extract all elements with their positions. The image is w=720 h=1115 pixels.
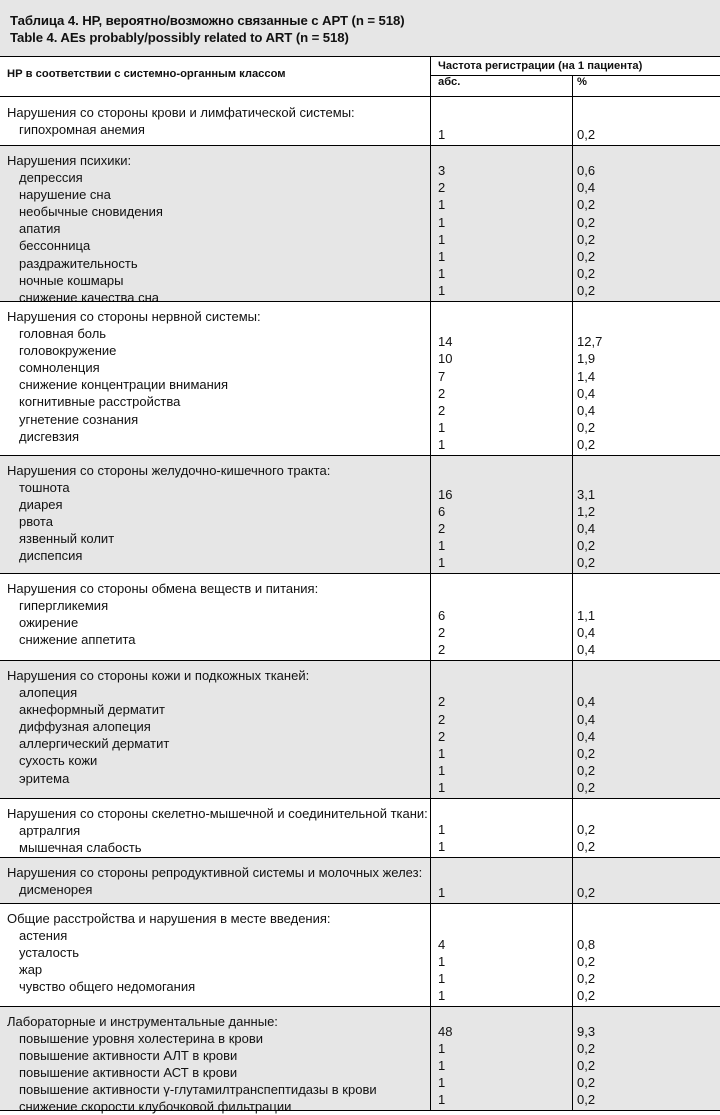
row-percent: 0,2 <box>577 1074 596 1090</box>
row-name: снижение концентрации внимания <box>19 377 229 393</box>
row-percent: 0,4 <box>577 385 596 401</box>
row-abs: 1 <box>438 987 446 1003</box>
row-abs: 48 <box>438 1023 453 1039</box>
table-group <box>0 573 720 660</box>
row-name: гипергликемия <box>19 598 109 613</box>
row-percent: 0,2 <box>577 248 596 264</box>
row-abs: 2 <box>438 402 446 418</box>
table-header <box>0 56 720 96</box>
row-name: усталость <box>19 945 80 961</box>
header-percent: % <box>577 76 587 88</box>
row-name: гипохромная анемия <box>19 122 145 137</box>
row-percent: 0,2 <box>577 214 596 230</box>
row-percent: 0,4 <box>577 711 596 727</box>
row-name: диспепсия <box>19 548 83 564</box>
row-percent: 0,4 <box>577 624 596 640</box>
row-percent: 12,7 <box>577 334 603 350</box>
row-percent: 0,4 <box>577 180 596 196</box>
row-name: ожирение <box>19 615 79 631</box>
table-group <box>0 145 720 305</box>
row-abs: 1 <box>438 821 446 837</box>
table-group <box>0 301 720 455</box>
row-name: повышение активности АСТ в крови <box>19 1065 238 1081</box>
table-group <box>0 798 720 857</box>
row-percent: 1,1 <box>577 607 596 623</box>
row-percent: 9,3 <box>577 1023 596 1039</box>
row-name: снижение аппетита <box>19 632 136 648</box>
row-abs: 2 <box>438 385 446 401</box>
group-title: Лабораторные и инструментальные данные: <box>7 1014 278 1029</box>
row-abs: 10 <box>438 351 453 367</box>
row-name: дисгевзия <box>19 428 80 444</box>
row-abs: 1 <box>438 231 446 247</box>
row-name: сомноленция <box>19 360 100 376</box>
row-percent: 0,4 <box>577 520 596 536</box>
row-abs: 7 <box>438 368 446 384</box>
row-percent: 0,4 <box>577 694 596 710</box>
row-abs: 1 <box>438 885 446 900</box>
vertical-rule <box>430 56 431 1110</box>
row-abs: 1 <box>438 248 446 264</box>
group-title: Нарушения психики: <box>7 153 132 168</box>
row-percent: 0,2 <box>577 1040 596 1056</box>
row-name: аллергический дерматит <box>19 736 170 752</box>
horizontal-rule <box>0 573 720 574</box>
row-percent: 0,2 <box>577 821 596 837</box>
horizontal-rule <box>0 857 720 858</box>
row-name: тошнота <box>19 480 70 495</box>
row-name: угнетение сознания <box>19 411 139 427</box>
row-name: алопеция <box>19 685 78 700</box>
row-percent: 0,2 <box>577 282 596 298</box>
vertical-rule <box>572 75 573 1110</box>
row-percent: 0,4 <box>577 728 596 744</box>
horizontal-rule <box>0 455 720 456</box>
row-name: бессонница <box>19 238 91 254</box>
row-percent: 0,2 <box>577 419 596 435</box>
row-abs: 1 <box>438 265 446 281</box>
row-abs: 2 <box>438 728 446 744</box>
row-name: сухость кожи <box>19 753 98 769</box>
row-percent: 0,2 <box>577 970 596 986</box>
table-group <box>0 857 720 903</box>
row-percent: 0,2 <box>577 838 596 854</box>
row-percent: 0,2 <box>577 1057 596 1073</box>
row-name: артралгия <box>19 823 81 838</box>
table-group <box>0 97 720 145</box>
row-abs: 16 <box>438 486 453 502</box>
row-percent: 0,2 <box>577 1091 596 1107</box>
row-name: чувство общего недомогания <box>19 979 196 995</box>
group-title: Общие расстройства и нарушения в месте введения: <box>7 911 331 926</box>
row-percent: 0,6 <box>577 163 596 179</box>
row-abs: 1 <box>438 419 446 435</box>
row-name: снижение качества сна <box>19 289 160 305</box>
group-title: Нарушения со стороны нервной системы: <box>7 309 261 324</box>
row-abs: 2 <box>438 694 446 710</box>
row-abs: 6 <box>438 607 446 623</box>
row-name: апатия <box>19 221 61 237</box>
row-percent: 0,2 <box>577 987 596 1003</box>
table-group <box>0 903 720 1006</box>
row-name: повышение активности АЛТ в крови <box>19 1048 238 1064</box>
group-title: Нарушения со стороны кожи и подкожных тканей: <box>7 668 310 683</box>
row-percent: 0,2 <box>577 762 596 778</box>
horizontal-rule <box>0 145 720 146</box>
row-abs: 1 <box>438 127 446 142</box>
row-name: язвенный колит <box>19 531 115 547</box>
group-title: Нарушения со стороны обмена веществ и питания: <box>7 581 319 596</box>
row-abs: 1 <box>438 779 446 795</box>
horizontal-rule <box>0 56 720 57</box>
row-abs: 1 <box>438 953 446 969</box>
row-abs: 3 <box>438 163 446 179</box>
caption-english: Table 4. AEs probably/possibly related to ART (n = 518) <box>10 30 349 45</box>
row-abs: 1 <box>438 1074 446 1090</box>
horizontal-rule <box>0 96 720 97</box>
row-abs: 1 <box>438 214 446 230</box>
row-percent: 0,2 <box>577 265 596 281</box>
row-percent: 3,1 <box>577 486 596 502</box>
row-abs: 1 <box>438 1091 446 1107</box>
row-abs: 1 <box>438 762 446 778</box>
row-percent: 0,4 <box>577 402 596 418</box>
row-abs: 14 <box>438 334 453 350</box>
row-percent: 1,9 <box>577 351 596 367</box>
row-name: необычные сновидения <box>19 204 163 220</box>
row-percent: 1,4 <box>577 368 596 384</box>
horizontal-rule <box>0 798 720 799</box>
row-abs: 1 <box>438 197 446 213</box>
horizontal-rule <box>0 1110 720 1111</box>
row-name: повышение уровня холестерина в крови <box>19 1031 264 1046</box>
row-abs: 1 <box>438 537 446 553</box>
row-percent: 0,2 <box>577 127 596 142</box>
row-percent: 0,2 <box>577 953 596 969</box>
row-abs: 1 <box>438 970 446 986</box>
horizontal-rule <box>0 660 720 661</box>
row-percent: 0,2 <box>577 554 596 570</box>
row-abs: 1 <box>438 282 446 298</box>
row-name: головокружение <box>19 343 117 359</box>
header-abs: абс. <box>438 76 461 88</box>
row-abs: 6 <box>438 503 446 519</box>
row-name: снижение скорости клубочковой фильтрации <box>19 1099 292 1115</box>
row-name: нарушение сна <box>19 187 111 203</box>
row-abs: 1 <box>438 436 446 452</box>
row-name: эритема <box>19 770 70 786</box>
row-name: раздражительность <box>19 255 138 271</box>
group-title: Нарушения со стороны крови и лимфатической системы: <box>7 105 355 120</box>
row-abs: 1 <box>438 554 446 570</box>
table-group <box>0 660 720 798</box>
row-percent: 0,2 <box>577 885 596 900</box>
row-name: диарея <box>19 497 63 513</box>
row-percent: 0,4 <box>577 641 596 657</box>
row-name: жар <box>19 962 43 978</box>
table-group <box>0 1006 720 1115</box>
row-name: мышечная слабость <box>19 840 142 856</box>
group-title: Нарушения со стороны желудочно-кишечного тракта: <box>7 463 331 478</box>
row-abs: 2 <box>438 624 446 640</box>
row-abs: 1 <box>438 838 446 854</box>
horizontal-rule <box>0 903 720 904</box>
row-abs: 2 <box>438 711 446 727</box>
group-title: Нарушения со стороны репродуктивной системы и молочных желез: <box>7 865 423 880</box>
row-abs: 1 <box>438 745 446 761</box>
row-percent: 0,2 <box>577 231 596 247</box>
horizontal-rule <box>430 75 720 76</box>
row-abs: 1 <box>438 1057 446 1073</box>
row-name: депрессия <box>19 170 83 185</box>
row-name: рвота <box>19 514 53 530</box>
row-name: диффузная алопеция <box>19 719 151 735</box>
table-caption <box>0 0 720 56</box>
row-name: ночные кошмары <box>19 272 124 288</box>
row-abs: 2 <box>438 180 446 196</box>
row-percent: 0,2 <box>577 745 596 761</box>
row-percent: 1,2 <box>577 503 596 519</box>
row-name: повышение активности γ-глутамилтранспептидазы в крови <box>19 1082 377 1098</box>
row-abs: 1 <box>438 1040 446 1056</box>
row-name: акнеформный дерматит <box>19 702 165 718</box>
header-frequency: Частота регистрации (на 1 пациента) <box>438 60 643 72</box>
horizontal-rule <box>0 1006 720 1007</box>
row-name: головная боль <box>19 326 107 341</box>
row-percent: 0,8 <box>577 936 596 952</box>
row-abs: 2 <box>438 520 446 536</box>
header-category: НР в соответствии с системно-органным классом <box>7 68 286 80</box>
horizontal-rule <box>0 301 720 302</box>
row-abs: 2 <box>438 641 446 657</box>
row-name: когнитивные расстройства <box>19 394 181 410</box>
row-percent: 0,2 <box>577 779 596 795</box>
row-percent: 0,2 <box>577 436 596 452</box>
table-group <box>0 455 720 573</box>
group-title: Нарушения со стороны скелетно-мышечной и соединительной ткани: <box>7 806 428 821</box>
row-name: астения <box>19 928 68 943</box>
row-percent: 0,2 <box>577 537 596 553</box>
row-percent: 0,2 <box>577 197 596 213</box>
caption-russian: Таблица 4. НР, вероятно/возможно связанные с АРТ (n = 518) <box>10 13 405 28</box>
row-name: дисменорея <box>19 882 93 897</box>
row-abs: 4 <box>438 936 446 952</box>
